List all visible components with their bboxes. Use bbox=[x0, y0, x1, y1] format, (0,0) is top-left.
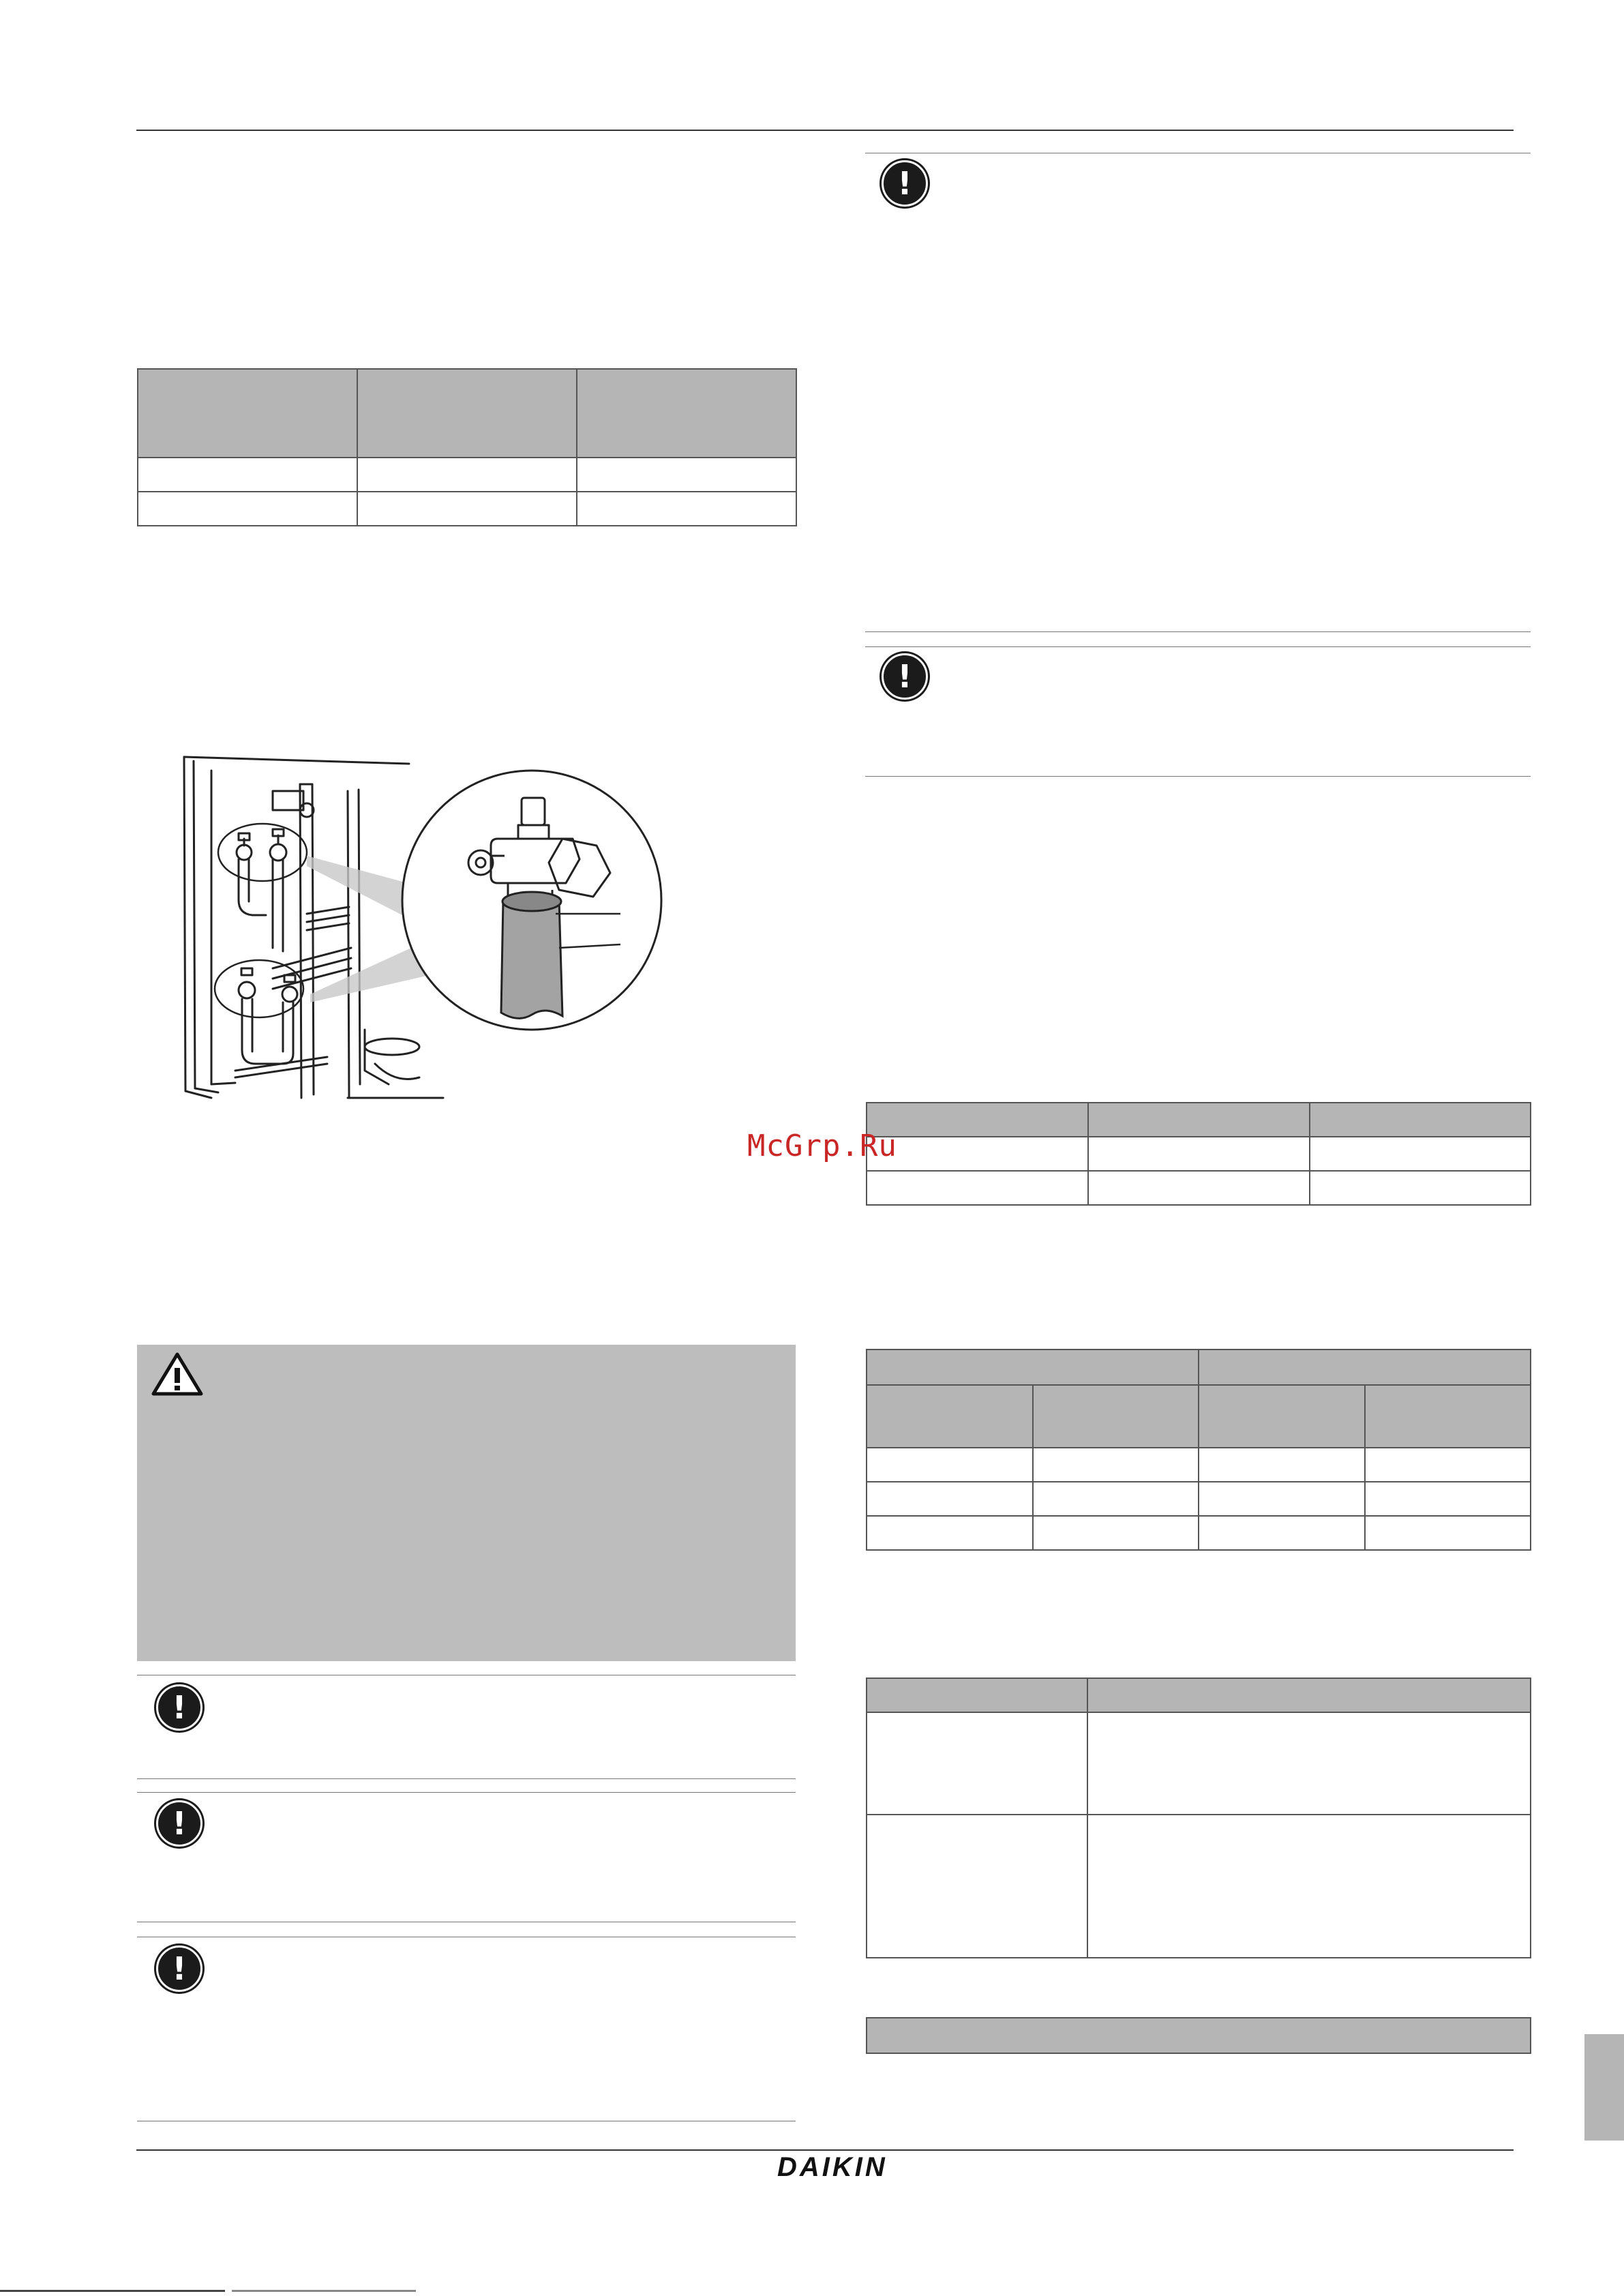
right-table-2 bbox=[866, 1349, 1531, 1551]
table-cell bbox=[1199, 1448, 1365, 1482]
table-row bbox=[867, 1171, 1531, 1205]
table-cell bbox=[1033, 1516, 1199, 1550]
table-header-cell bbox=[1310, 1103, 1531, 1137]
table-cell bbox=[1199, 1482, 1365, 1516]
table-row bbox=[138, 492, 796, 526]
table-cell bbox=[867, 1448, 1033, 1482]
table-cell bbox=[1087, 1712, 1531, 1815]
table-row bbox=[867, 1712, 1531, 1815]
table-cell bbox=[577, 458, 796, 492]
table-row bbox=[867, 1516, 1531, 1550]
scan-edge bbox=[232, 2290, 416, 2292]
table-header-cell bbox=[577, 369, 796, 458]
table-cell bbox=[1365, 1516, 1531, 1550]
table-header-row bbox=[867, 1385, 1531, 1448]
table-cell bbox=[867, 1712, 1087, 1815]
daikin-logo: DAIKIN bbox=[777, 2152, 888, 2182]
notice-icon: ! bbox=[882, 653, 928, 700]
notice-rule-top bbox=[865, 646, 1531, 647]
right-table-3 bbox=[866, 1678, 1531, 1958]
table-cell bbox=[577, 492, 796, 526]
table-cell bbox=[867, 1815, 1087, 1958]
right-table-1 bbox=[866, 1102, 1531, 1206]
table-header-cell bbox=[138, 369, 357, 458]
table-cell bbox=[867, 1516, 1033, 1550]
notice-icon: ! bbox=[156, 1945, 202, 1992]
caution-box bbox=[137, 1345, 796, 1661]
table-cell bbox=[1310, 1171, 1531, 1205]
table-header-cell bbox=[1365, 1385, 1531, 1448]
table-cell bbox=[1033, 1448, 1199, 1482]
table-cell bbox=[867, 1482, 1033, 1516]
notice-rule-top bbox=[137, 1792, 796, 1793]
table-row bbox=[138, 458, 796, 492]
table-row bbox=[867, 1137, 1531, 1171]
footer-rule bbox=[136, 2149, 1514, 2151]
table-header-row bbox=[867, 1678, 1531, 1712]
table-header-cell bbox=[357, 369, 577, 458]
table-cell bbox=[1033, 1482, 1199, 1516]
table-cell bbox=[1310, 1137, 1531, 1171]
table-header-cell bbox=[1087, 1678, 1531, 1712]
table-header-cell bbox=[867, 1103, 1088, 1137]
table-row bbox=[867, 1448, 1531, 1482]
side-tab bbox=[1584, 2034, 1624, 2141]
table-row bbox=[867, 1482, 1531, 1516]
table-cell bbox=[357, 458, 577, 492]
table-cell bbox=[1088, 1137, 1310, 1171]
left-table-1 bbox=[137, 368, 797, 526]
notice-rule-bottom bbox=[137, 1778, 796, 1779]
table-cell bbox=[357, 492, 577, 526]
table-header-cell bbox=[1199, 1385, 1365, 1448]
notice-rule-bottom bbox=[865, 776, 1531, 777]
stop-valve-illustration bbox=[170, 743, 689, 1112]
notice-icon: ! bbox=[156, 1684, 202, 1731]
notice-rule-bottom bbox=[865, 631, 1531, 632]
table-header-cell bbox=[1033, 1385, 1199, 1448]
header-rule bbox=[136, 130, 1514, 131]
table-header-cell bbox=[1088, 1103, 1310, 1137]
table-cell bbox=[1087, 1815, 1531, 1958]
table-header-row bbox=[867, 1103, 1531, 1137]
table-cell bbox=[138, 492, 357, 526]
table-cell bbox=[1365, 1482, 1531, 1516]
table-header-cell bbox=[867, 1678, 1087, 1712]
table-header-row bbox=[138, 369, 796, 458]
table-header-cell bbox=[867, 1350, 1199, 1385]
section-heading-bar bbox=[866, 2017, 1531, 2054]
table-header-cell bbox=[1199, 1350, 1531, 1385]
watermark: McGrp.Ru bbox=[747, 1129, 897, 1163]
table-cell bbox=[1088, 1171, 1310, 1205]
scan-edge bbox=[0, 2290, 225, 2292]
notice-icon: ! bbox=[882, 160, 928, 207]
table-cell bbox=[867, 1137, 1088, 1171]
table-header-cell bbox=[867, 1385, 1033, 1448]
table-row bbox=[867, 1815, 1531, 1958]
table-cell bbox=[1365, 1448, 1531, 1482]
table-cell bbox=[867, 1171, 1088, 1205]
notice-icon: ! bbox=[156, 1800, 202, 1847]
caution-triangle-icon bbox=[151, 1350, 204, 1398]
table-header-row bbox=[867, 1350, 1531, 1385]
table-cell bbox=[1199, 1516, 1365, 1550]
table-cell bbox=[138, 458, 357, 492]
